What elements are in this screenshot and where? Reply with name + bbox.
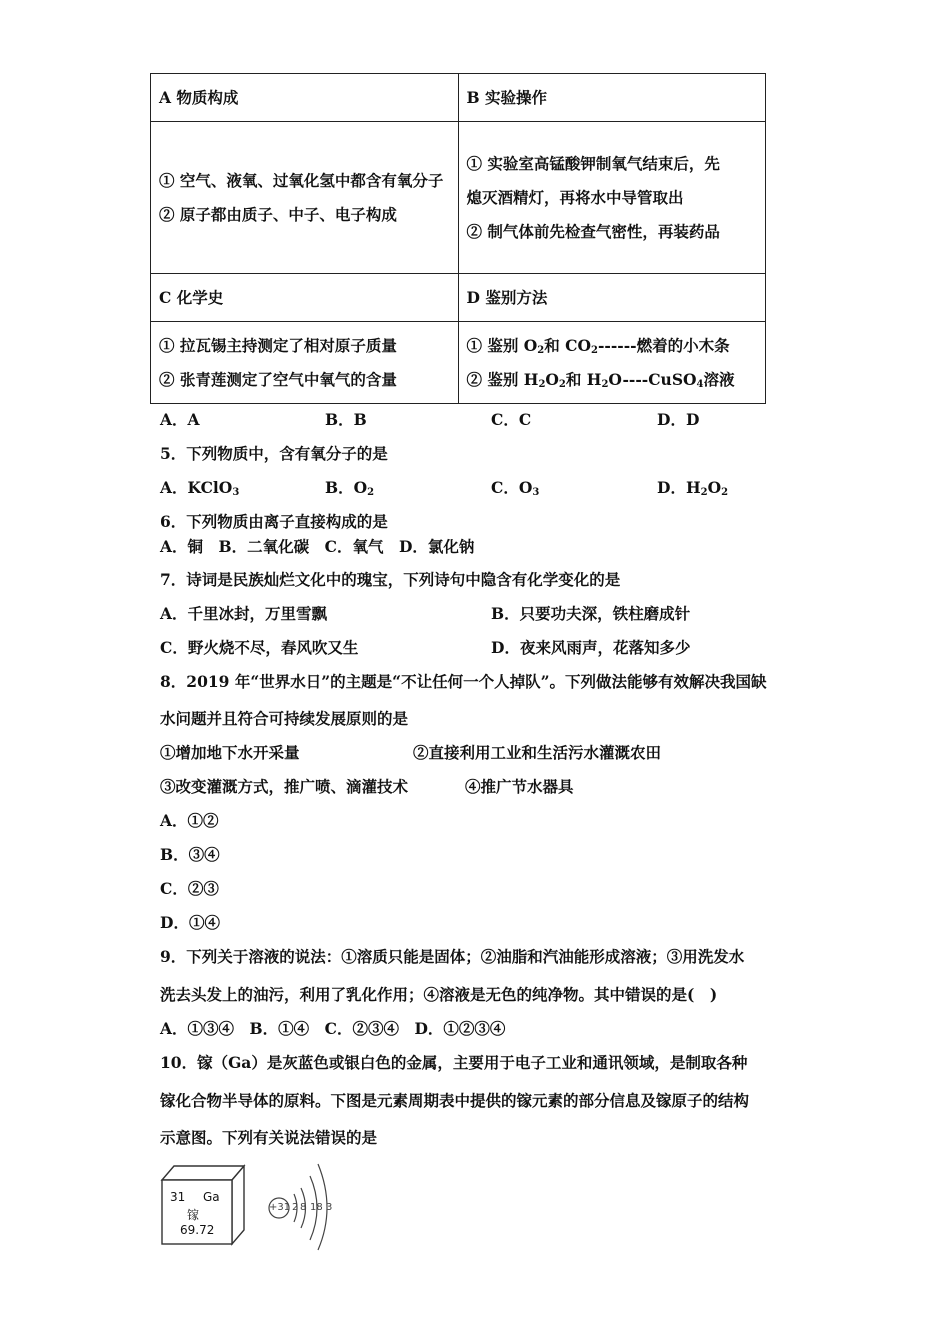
table-d-line2: ② 鉴别 $H_2O_2$和 $H_2O----CuSO_4$溶液 [466, 369, 735, 390]
q8-option-d: D．①④ [160, 913, 220, 932]
q8-item-3: ③改变灌溉方式，推广喷、滴灌技术 [160, 777, 409, 796]
table-cell-c-body [151, 322, 459, 404]
q6-options: A．铜 B．二氧化碳 C．氧气 D．氯化钠 [160, 537, 475, 556]
q5-option-a: A．KClO$_3$ [160, 478, 240, 498]
table-cell-c-head: C 化学史 [151, 274, 459, 322]
table-b-line3: ② 制气体前先检查气密性，再装药品 [466, 221, 720, 241]
q9-stem-line1: 9．下列关于溶液的说法：①溶质只能是固体；②油脂和汽油能形成溶液；③用洗发水 [160, 947, 745, 966]
table-cell-a-body [151, 122, 459, 274]
q7-stem: 7．诗词是民族灿烂文化中的瑰宝，下列诗句中隐含有化学变化的是 [160, 570, 621, 589]
q8-stem-line1: 8．2019 年“世界水日”的主题是“不让任何一个人掉队”。下列做法能够有效解决我国缺 [160, 672, 767, 691]
electron-count-shell-4: 3 [326, 1202, 333, 1213]
q4-option-c: C．C [491, 410, 532, 429]
q4-option-d: D．D [657, 410, 700, 429]
table-cell-d-body [458, 322, 766, 404]
q4-option-a: A．A [160, 410, 200, 429]
q8-option-c: C．②③ [160, 879, 219, 898]
gallium-atomic-mass: 69.72 [180, 1223, 215, 1237]
q7-option-a: A．千里冰封，万里雪飘 [160, 604, 328, 623]
question-4-table [150, 73, 766, 404]
table-cell-b-head: B 实验操作 [458, 74, 766, 122]
q9-stem-line2: 洗去头发上的油污，利用了乳化作用；④溶液是无色的纯净物。其中错误的是( ) [160, 985, 718, 1004]
table-b-line1: ① 实验室高锰酸钾制氧气结束后，先 [466, 153, 720, 173]
table-cell-a-head: A 物质构成 [151, 74, 459, 122]
q8-item-2: ②直接利用工业和生活污水灌溉农田 [413, 743, 662, 762]
q5-stem: 5．下列物质中，含有氧分子的是 [160, 444, 388, 463]
table-c-line2: ② 张青莲测定了空气中氧气的含量 [159, 369, 397, 389]
table-cell-d-head: D 鉴别方法 [458, 274, 766, 322]
q5-option-d: D．$H_2O_2$ [657, 478, 729, 498]
q4-option-b: B．B [325, 410, 367, 429]
q8-item-1: ①增加地下水开采量 [160, 743, 300, 762]
table-d-line1: ① 鉴别 $O_2$和 $CO_2------$燃着的小木条 [466, 335, 730, 356]
q9-options: A．①③④ B．①④ C．②③④ D．①②③④ [160, 1019, 506, 1038]
q6-stem: 6．下列物质由离子直接构成的是 [160, 512, 388, 531]
table-a-line1: ① 空气、液氧、过氧化氢中都含有氧分子 [159, 170, 444, 190]
q8-stem-line2: 水问题并且符合可持续发展原则的是 [160, 709, 409, 728]
q5-option-c: C．$O_3$ [491, 478, 540, 498]
electron-count-shell-3: 18 [310, 1202, 323, 1213]
q8-item-4: ④推广节水器具 [465, 777, 574, 796]
q8-option-a: A．①② [160, 811, 219, 830]
table-b-line2: 熄灭酒精灯，再将水中导管取出 [466, 187, 684, 207]
electron-count-shell-2: 8 [300, 1202, 307, 1213]
gallium-symbol: Ga [203, 1190, 220, 1204]
q5-option-b: B．$O_2$ [325, 478, 375, 498]
gallium-nucleus-charge: +31 [269, 1202, 291, 1213]
q7-option-c: C．野火烧不尽，春风吹又生 [160, 638, 359, 657]
q10-stem-line2: 镓化合物半导体的原料。下图是元素周期表中提供的镓元素的部分信息及镓原子的结构 [160, 1091, 750, 1110]
gallium-atomic-number: 31 [170, 1190, 186, 1204]
table-cell-b-body [458, 122, 766, 274]
q10-stem-line3: 示意图。下列有关说法错误的是 [160, 1128, 378, 1147]
gallium-name: 镓 [187, 1208, 200, 1222]
electron-count-shell-1: 2 [292, 1202, 299, 1213]
table-c-line1: ① 拉瓦锡主持测定了相对原子质量 [159, 335, 397, 355]
q7-option-b: B．只要功夫深，铁柱磨成针 [491, 604, 691, 623]
table-a-line2: ② 原子都由质子、中子、电子构成 [159, 204, 397, 224]
q7-option-d: D．夜来风雨声，花落知多少 [491, 638, 691, 657]
q10-stem-line1: 10．镓（Ga）是灰蓝色或银白色的金属，主要用于电子工业和通讯领域，是制取各种 [160, 1053, 748, 1072]
q8-option-b: B．③④ [160, 845, 220, 864]
